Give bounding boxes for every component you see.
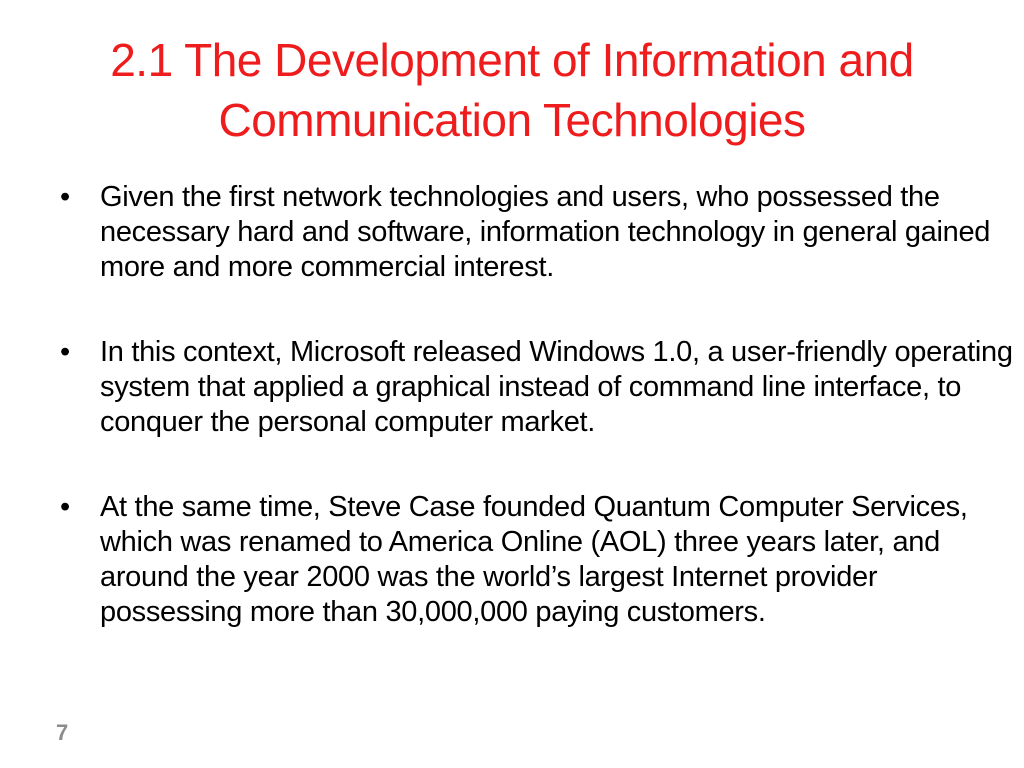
slide-number: 7: [56, 720, 69, 745]
bullet-text: In this context, Microsoft released Windows 1.0, a user-friendly operating system that applied a graphical instead of command line interface, to conquer the personal computer market.: [100, 336, 1013, 438]
bullet-item: [56, 180, 1018, 285]
bullet-icon: •: [60, 181, 70, 213]
bullet-item: [56, 335, 1018, 440]
bullet-icon: •: [60, 491, 70, 523]
bullet-list: [56, 180, 1018, 630]
bullet-text: At the same time, Steve Case founded Quantum Computer Services, which was renamed to America Online (AOL) three years later, and around the year 2000 was the world’s largest Internet provider possessing more than 30,000,000 paying customers.: [100, 491, 968, 628]
bullet-item: [56, 490, 1018, 630]
slide-title: 2.1 The Development of Information and Communication Technologies: [110, 34, 914, 146]
bullet-icon: •: [60, 336, 70, 368]
bullet-text: Given the first network technologies and users, who possessed the necessary hard and software, information technology in general gained more and more commercial interest.: [100, 181, 991, 283]
